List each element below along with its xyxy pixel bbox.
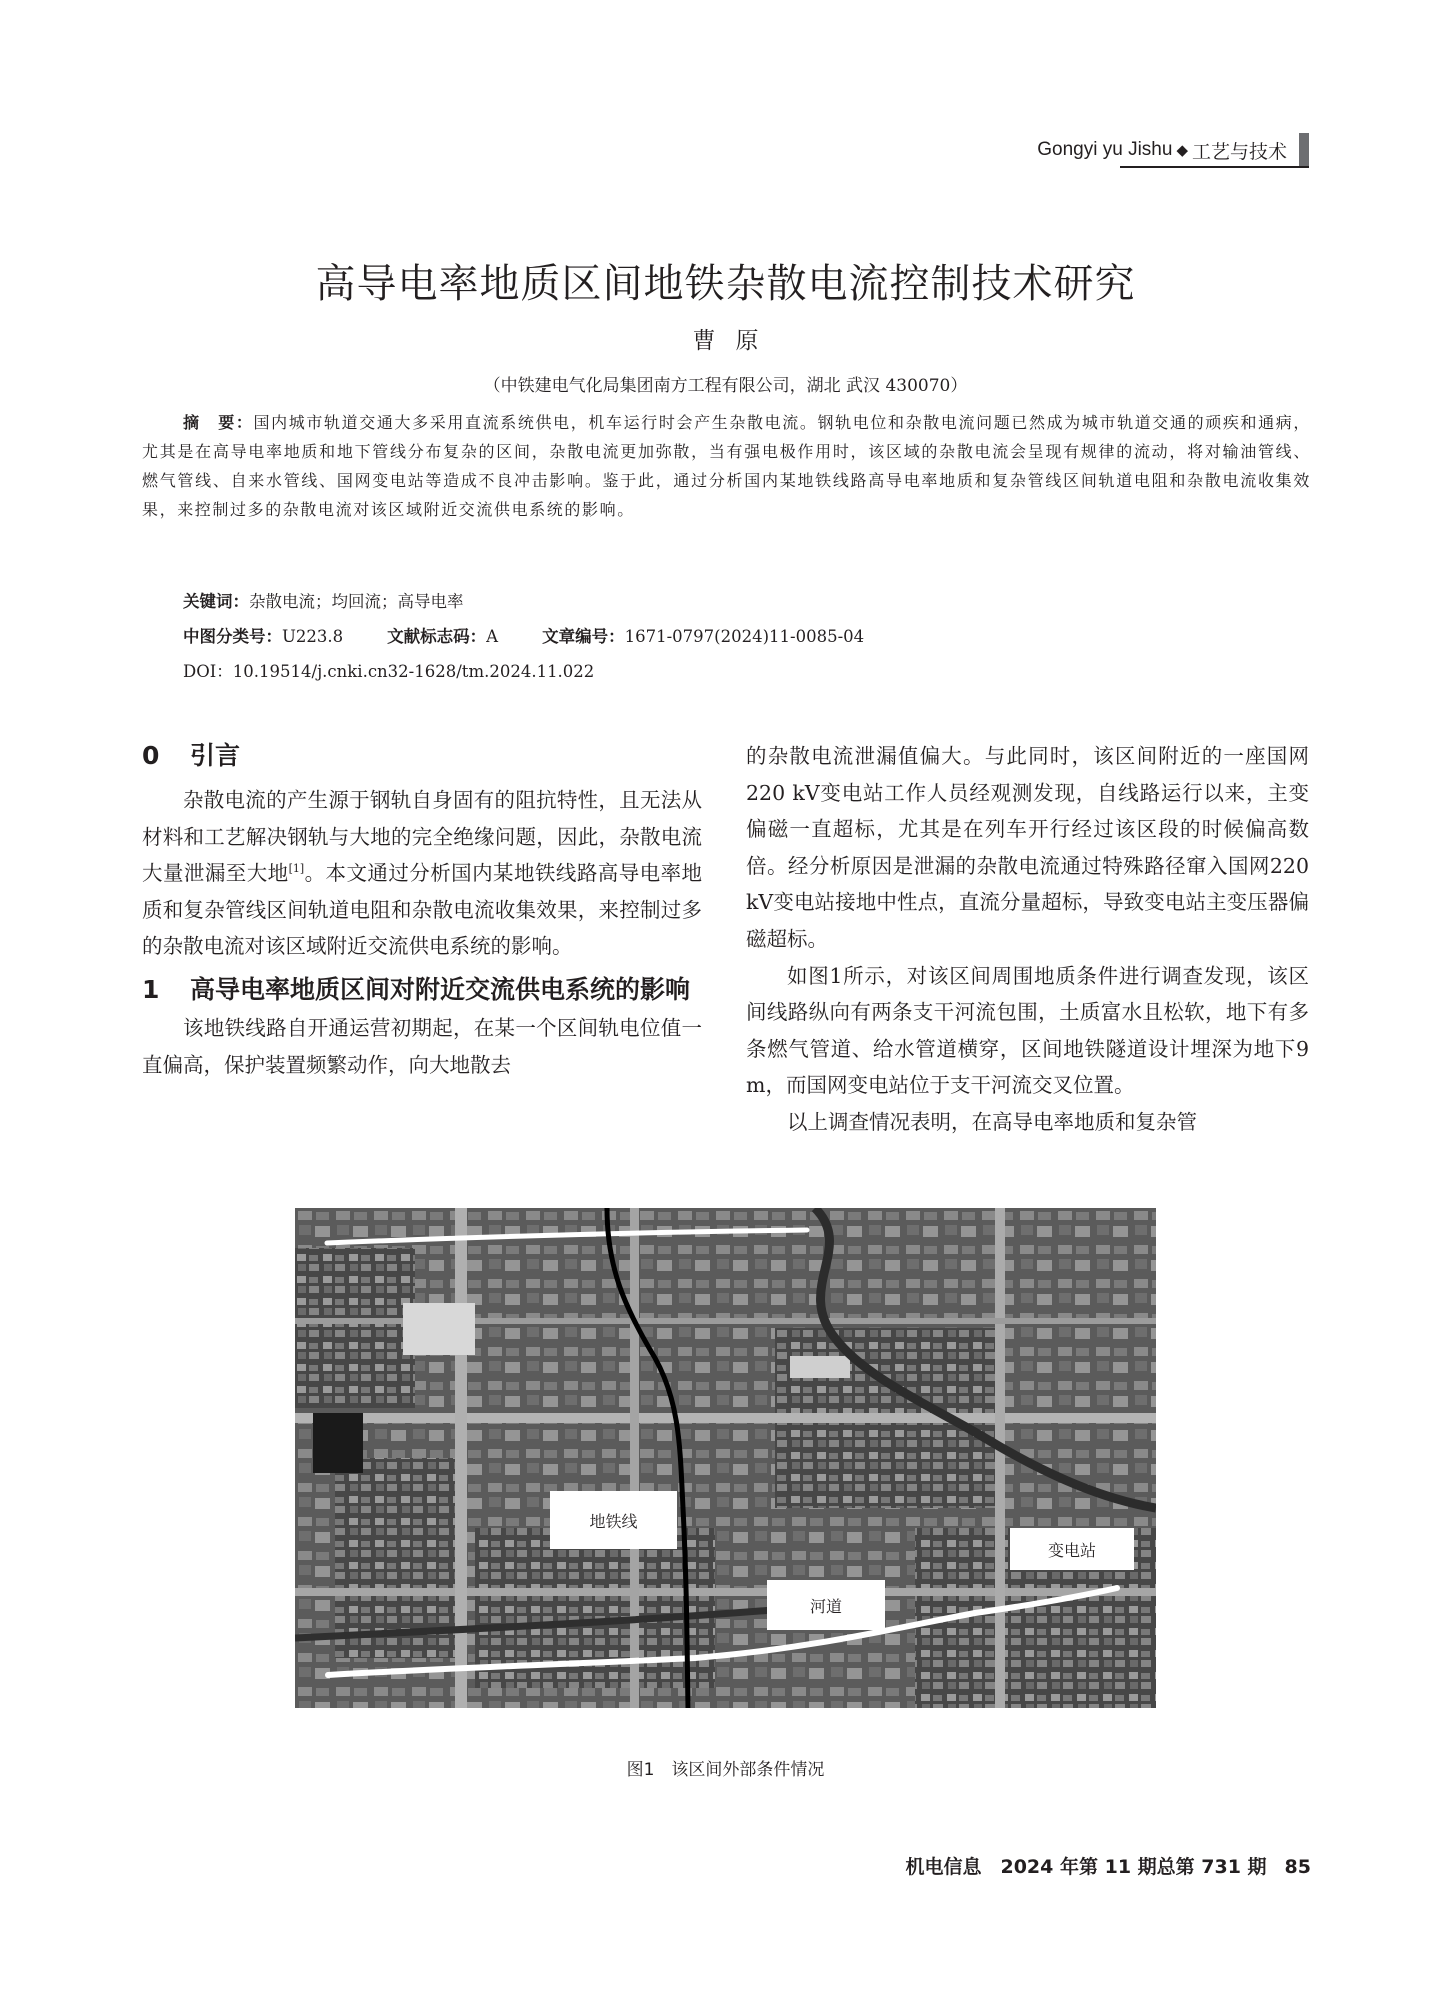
abstract-label: 摘 要：	[183, 413, 254, 432]
header-bar-decoration	[1299, 133, 1309, 167]
author-affiliation: （中铁建电气化局集团南方工程有限公司，湖北 武汉 430070）	[483, 376, 968, 396]
right-column	[746, 738, 1309, 1141]
abstract	[142, 408, 1311, 524]
section-1-paragraph-1b: 的杂散电流泄漏值偏大。与此同时，该区间附近的一座国网220 kV变电站工作人员经观测发现，自线路运行以来，主变偏磁一直超标，尤其是在列车开行经过该区段的时候偏高数倍。经分析原因是泄漏的杂散电流通过特殊路径窜入国网220 kV变电站接地中性点，直流分量超标，导致变电站主变压器偏磁超标。	[746, 744, 1309, 951]
article-number-label: 文章编号：	[542, 627, 625, 646]
section-1-paragraph-1a: 该地铁线路自开通运营初期起，在某一个区间轨电位值一直偏高，保护装置频繁动作，向大地散去	[142, 1015, 702, 1077]
clc-label: 中图分类号：	[183, 627, 282, 646]
article-number-value: 1671-0797(2024)11-0085-04	[624, 627, 865, 646]
running-header-latin: Gongyi yu Jishu	[1037, 139, 1173, 160]
figure-label-river: 河道	[767, 1580, 885, 1630]
page-footer	[905, 1852, 1311, 1879]
figure-1-caption: 图1 该区间外部条件情况	[626, 1760, 825, 1780]
clc-value: U223.8	[282, 627, 344, 646]
section-1-paragraph-3: 以上调查情况表明，在高导电率地质和复杂管	[787, 1109, 1197, 1134]
section-0-paragraph: 杂散电流的产生源于钢轨自身固有的阻抗特性，且无法从材料和工艺解决钢轨与大地的完全绝缘问题，因此，杂散电流大量泄漏至大地[1]。本文通过分析国内某地铁线路高导电率地质和复杂管线区间轨道电阻和杂散电流收集效果，来控制过多的杂散电流对该区域附近交流供电系统的影响。	[142, 788, 703, 959]
keywords-label: 关键词：	[183, 592, 249, 611]
section-1-heading: 1 高导电率地质区间对附近交流供电系统的影响	[142, 974, 691, 1004]
section-0-heading: 0 引言	[142, 741, 241, 770]
classification-line	[183, 623, 864, 647]
doi-line	[183, 658, 594, 682]
author-name: 曹原	[692, 328, 779, 354]
running-header-column: 工艺与技术	[1191, 140, 1287, 163]
citation-ref[interactable]: [1]	[288, 862, 305, 876]
journal-issue: 机电信息 2024 年第 11 期总第 731 期	[905, 1856, 1267, 1878]
page-number: 85	[1284, 1856, 1311, 1878]
keywords-line	[183, 588, 464, 612]
diamond-icon: ◆	[1176, 142, 1188, 159]
section-1-paragraph-2: 如图1所示，对该区间周围地质条件进行调查发现，该区间线路纵向有两条支干河流包围，土质富水且松软，地下有多条燃气管道、给水管道横穿，区间地铁隧道设计埋深为地下9 m，而国网变电站位于支干河流交叉位置。	[746, 963, 1309, 1098]
abstract-text: 国内城市轨道交通大多采用直流系统供电，机车运行时会产生杂散电流。钢轨电位和杂散电流问题已然成为城市轨道交通的顽疾和通病，尤其是在高导电率地质和地下管线分布复杂的区间，杂散电流更加弥散，当有强电极作用时，该区域的杂散电流会呈现有规律的流动，将对输油管线、燃气管线、自来水管线、国网变电站等造成不良冲击影响。鉴于此，通过分析国内某地铁线路高导电率地质和复杂管线区间轨道电阻和杂散电流收集效果，来控制过多的杂散电流对该区域附近交流供电系统的影响。	[142, 413, 1311, 519]
article-title: 高导电率地质区间地铁杂散电流控制技术研究	[315, 261, 1136, 307]
doi-value: 10.19514/j.cnki.cn32-1628/tm.2024.11.022	[232, 662, 595, 681]
running-header	[1037, 133, 1309, 167]
figure-label-metro: 地铁线	[550, 1491, 677, 1549]
keywords-text: 杂散电流；均回流；高导电率	[249, 592, 464, 611]
doc-code-label: 文献标志码：	[387, 627, 487, 646]
figure-label-substation: 变电站	[1010, 1528, 1134, 1570]
header-rule	[1120, 166, 1309, 168]
left-column	[142, 738, 702, 1083]
doi-label: DOI：	[183, 662, 233, 681]
doc-code-value: A	[486, 627, 499, 646]
figure-1-satellite-map	[295, 1208, 1156, 1708]
satellite-map-image	[295, 1208, 1156, 1708]
